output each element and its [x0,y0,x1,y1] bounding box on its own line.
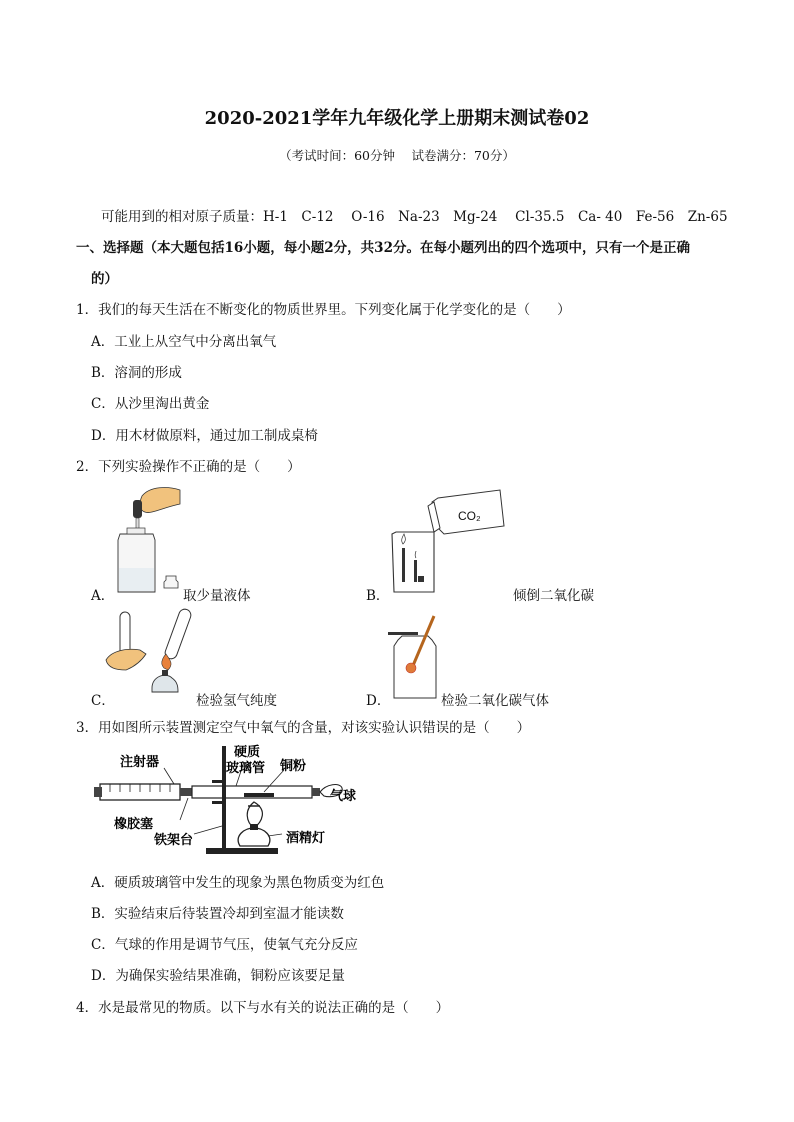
figure-co2-test-icon [388,610,448,702]
question-1-stem: 1．我们的每天生活在不断变化的物质世界里。下列变化属于化学变化的是（ ） [76,302,571,318]
q3-option-a[interactable]: A．硬质玻璃管中发生的现象为黑色物质变为红色 [91,875,385,891]
atomic-masses: 可能用到的相对原子质量：H-1 C-12 O-16 Na-23 Mg-24 Cl-35.5 Ca- 40 Fe-56 Zn-65 [101,209,728,225]
q1-option-c[interactable]: C．从沙里淘出黄金 [91,396,210,412]
figure-pour-co2-icon [388,488,518,598]
question-2-stem: 2．下列实验操作不正确的是（ ） [76,459,301,475]
q3-option-b[interactable]: B．实验结束后待装置冷却到室温才能读数 [91,906,344,922]
label-syringe: 注射器 [120,755,160,770]
figure-dropper-icon [100,482,200,597]
label-glass-tube-2: 玻璃管 [226,761,266,776]
q2-option-b-caption: 倾倒二氧化碳 [513,588,594,604]
q2-option-b-letter[interactable]: B． [366,588,390,604]
label-glass-tube-1: 硬质 [234,745,261,760]
label-lamp: 酒精灯 [286,831,326,846]
rubber-stopper-left [180,788,192,796]
label-stopper: 橡胶塞 [114,817,154,832]
q1-option-d[interactable]: D．用木材做原料，通过加工制成桌椅 [91,428,318,444]
q2-option-d-caption: 检验二氧化碳气体 [441,693,549,709]
section-heading: 一、选择题（本大题包括16小题，每小题2分，共32分。在每小题列出的四个选项中，只有一个是正确 [76,240,690,256]
q1-option-b[interactable]: B．溶洞的形成 [91,365,182,381]
exam-info: （考试时间：60分钟 试卷满分：70分） [279,148,515,163]
label-balloon: 气球 [330,789,357,804]
label-copper: 铜粉 [280,759,307,774]
q2-option-d-letter[interactable]: D． [366,693,391,709]
q2-option-c-caption: 检验氢气纯度 [196,693,277,709]
q3-option-d[interactable]: D．为确保实验结果准确，铜粉应该要足量 [91,968,345,984]
question-3-stem: 3．用如图所示装置测定空气中氧气的含量，对该实验认识错误的是（ ） [76,720,531,736]
question-4-stem: 4．水是最常见的物质。以下与水有关的说法正确的是（ ） [76,1000,450,1016]
q2-option-a-letter[interactable]: A． [91,588,115,604]
figure-oxygen-apparatus [94,744,364,859]
q2-option-c-letter[interactable]: C． [91,693,115,709]
q1-option-a[interactable]: A．工业上从空气中分离出氧气 [91,334,277,350]
q2-option-a-caption: 取少量液体 [183,588,251,604]
q3-option-c[interactable]: C．气球的作用是调节气压，使氧气充分反应 [91,937,358,953]
label-stand: 铁架台 [154,833,194,848]
alcohol-lamp [238,828,270,846]
page-title: 2020-2021学年九年级化学上册期末测试卷02 [204,108,590,129]
section-heading-cont: 的） [91,271,118,287]
rubber-stopper-right [312,788,320,796]
figure-hydrogen-test-icon [106,608,206,700]
co2-bottle-label: CO₂ [458,509,481,523]
